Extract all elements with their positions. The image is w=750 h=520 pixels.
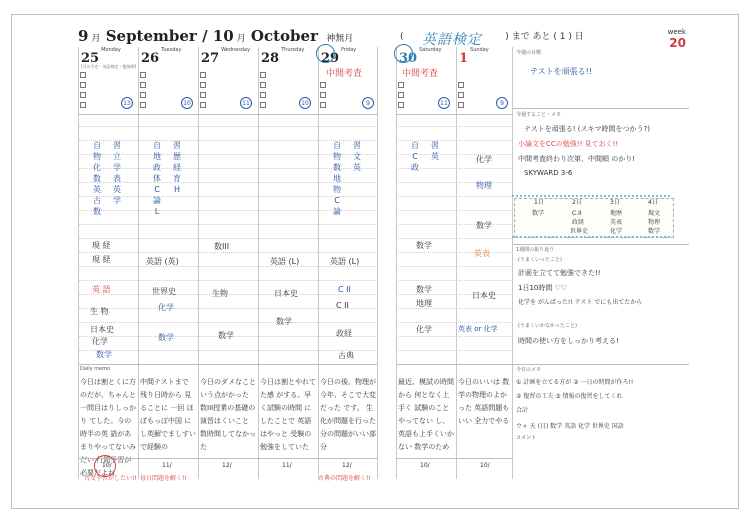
bottom-divider-right: [396, 458, 513, 459]
study-col-sat-a: 自C政: [411, 141, 419, 172]
event-sat: 中間考査: [402, 69, 439, 79]
checkbox[interactable]: [80, 82, 86, 88]
entry-wed-1: 数III: [214, 242, 230, 251]
entry-sat-7: 化学: [416, 325, 432, 334]
good-item-3: 化学を がんばった!! テスト でにも出てたから: [518, 299, 643, 306]
circle-count-thu: 10: [299, 97, 311, 109]
sched-r3-3: 化学: [610, 228, 623, 235]
bad-label: (うまくいかなかったこと): [518, 323, 577, 329]
goal-countdown: ( ) まで あと ( 1 ) 日: [400, 32, 584, 42]
checkbox[interactable]: [398, 92, 404, 98]
checkbox[interactable]: [200, 102, 206, 108]
checkbox[interactable]: [200, 92, 206, 98]
mark-fri: 12/: [342, 462, 352, 469]
day-column-sun: $1^{Sunday}$: [456, 47, 513, 479]
checkbox[interactable]: [398, 82, 404, 88]
circle-count-fri: 9: [362, 97, 374, 109]
entry-wed-2: C II: [338, 285, 351, 294]
decorative-garland-bottom: [512, 236, 670, 241]
entry-thu-1: 英語 (L): [270, 257, 300, 266]
entry-sun-1: 英表: [474, 249, 490, 258]
checkbox[interactable]: [458, 82, 464, 88]
entry-mon-6: 化学: [92, 337, 108, 346]
checkbox[interactable]: [458, 102, 464, 108]
day-column-sat: $30^{Saturday}$: [396, 47, 456, 479]
extra-item-5: コメント: [516, 435, 537, 441]
checkbox[interactable]: [140, 82, 146, 88]
study-col-tue-b: 習歴経育H: [173, 141, 181, 194]
checkbox[interactable]: [260, 92, 266, 98]
circle-count-mon: 13: [121, 97, 133, 109]
sched-day-4: 4日: [648, 199, 658, 206]
extra-item-2: ② 復習の工夫 ③ 情報の復習をしてくれ: [516, 393, 623, 400]
note-sun: 今日のいいは 数学の物理のよかった 英語問題もいい 全力でやる: [458, 378, 510, 425]
sched-r3-4: 数学: [648, 228, 661, 235]
entry-tue-2: 世界史: [152, 287, 176, 296]
checkbox[interactable]: [320, 102, 326, 108]
study-col-fri-a: 自物数地物C論: [333, 141, 341, 216]
bottom-divider: [78, 458, 378, 459]
good-item-2: 1日10時間 ♡♡: [518, 284, 568, 292]
checkbox[interactable]: [458, 92, 464, 98]
sched-r3-2: 世界史: [570, 228, 589, 235]
goal-title: 英語検定: [422, 32, 482, 48]
todo-item-1: テストを頑張る! (スキマ時間をつかう?): [524, 125, 650, 133]
entry-mon-3: 英 語: [92, 285, 111, 294]
circle-count-tue: 10: [181, 97, 193, 109]
entry-mon-2: 現 経: [92, 255, 111, 264]
extra-item-1: ① 計画を立てる方が ② 一日の時間が作ろ!!: [516, 379, 634, 386]
note-thu: 今日は割とやれてた感 がする。早く試験の時間 にしたことで 英語はやっと 受験の勉強をしていた: [260, 378, 316, 451]
note-fri: 今日の後、物理が 今年、そこで大変だった です。 生化が問題を行った 分の問題がいい部分: [320, 378, 376, 451]
entry-mon-4: 生 物: [90, 307, 109, 316]
entry-mon-7: 数学: [96, 350, 112, 359]
entry-tue-1: 英語 (英): [146, 257, 179, 266]
event-fri: 中間考査: [326, 69, 363, 79]
sched-r2-4: 物理: [648, 219, 661, 226]
sched-day-1: 1日: [534, 199, 544, 206]
extra-item-4: ウォ 天 (日) 数学 英語 化学 世界史 国語: [516, 423, 624, 430]
month-header: 9 月 September / 10 月 October 神無月: [78, 27, 354, 45]
extra-item-3: 合計: [516, 407, 529, 414]
checkbox[interactable]: [80, 72, 86, 78]
note-wed: 今日のダメなこと いう点がかった 数III授業の基礎の 演習はくいこと 数時間してなかった: [200, 378, 256, 451]
sched-r1-4: 現文: [648, 210, 661, 217]
sched-r1-1: 数学: [532, 210, 545, 217]
bad-item-1: 時間の使い方をしっかり考える!: [518, 337, 619, 345]
checkbox[interactable]: [260, 72, 266, 78]
checkbox[interactable]: [140, 92, 146, 98]
todo-item-2: 小論文をCCの勉強!! 見ておく!!: [518, 140, 619, 148]
day-column-tue: $26^{Tuesday}$: [138, 47, 198, 479]
note-sat: 最近、模試の時間から 何となく上手く 試験のことやってない し、英語も上手くいかない 数学のため: [398, 378, 454, 451]
red-note-tue: 毎日問題を解く!!: [140, 475, 187, 482]
entry-mon-1: 現 経: [92, 241, 111, 250]
checkbox[interactable]: [320, 92, 326, 98]
note-tue: 中間テストまで 残り日時から 見ることに 一回 ほぼもっぽ中国 にし英解でましすい で経験の: [140, 378, 196, 451]
entry-sat-2: 物理: [476, 181, 492, 190]
checkbox[interactable]: [80, 92, 86, 98]
day-column-wed: $27^{Wednesday}$: [198, 47, 258, 479]
sched-r2-2: 政経: [572, 219, 585, 226]
entry-wed-4: 数学: [218, 331, 234, 340]
circle-count-sun: 9: [496, 97, 508, 109]
sched-day-2: 2日: [572, 199, 582, 206]
checkbox[interactable]: [398, 102, 404, 108]
mark-sun: 10/: [480, 462, 490, 469]
red-note-mon: 古文予習がしたい!!: [84, 475, 137, 482]
checkbox[interactable]: [140, 102, 146, 108]
sched-day-3: 3日: [610, 199, 620, 206]
highlight-circle-29: [316, 44, 335, 63]
entry-sat-1: 化学: [476, 155, 492, 164]
red-circle-mark: [94, 455, 116, 477]
entry-sat-5: 数学: [416, 285, 432, 294]
sched-r1-3: 地歴: [610, 210, 623, 217]
entry-sun-3: 英表 or 化学: [458, 325, 498, 333]
day-column-fri: $29^{Friday}$: [318, 47, 378, 479]
entry-fri-3: 政経: [336, 329, 352, 338]
entry-mon-5: 日本史: [90, 325, 114, 334]
mark-mon: 10/: [102, 462, 112, 469]
checkbox[interactable]: [260, 102, 266, 108]
notes-label: Daily memo: [80, 366, 111, 372]
study-col-tue-a: 自地政体C論L: [153, 141, 161, 216]
entry-wed-3: 生物: [212, 289, 228, 298]
sched-r1-2: C.II: [572, 210, 582, 217]
note-mon: 今日は割とくに方 のだが、ちゃんと 一問目はりしっかり てした。今の時半の英 語があまりやってないみだい 行間予習が必要だよね: [80, 378, 136, 477]
checkbox[interactable]: [140, 72, 146, 78]
day-column-thu: $28^{Thursday}$: [258, 47, 318, 479]
entry-fri-4: 古典: [338, 351, 354, 360]
week-goal-text: テストを頑張る!!: [530, 67, 593, 76]
sched-r2-3: 英表: [610, 219, 623, 226]
study-col-sat-b: 習英: [431, 141, 439, 161]
todo-item-4: SKYWARD 3-6: [524, 169, 573, 177]
checkbox[interactable]: [200, 72, 206, 78]
checkbox[interactable]: [320, 82, 326, 88]
circle-count-wed: 11: [240, 97, 252, 109]
checkbox[interactable]: [200, 82, 206, 88]
mark-thu: 11/: [282, 462, 292, 469]
entry-fri-2: C II: [336, 301, 349, 310]
entry-thu-2: 日本史: [274, 289, 298, 298]
entry-sat-6: 地理: [416, 299, 432, 308]
study-col-fri-b: 習文英: [353, 141, 361, 172]
extra-label: 今日のメモ: [516, 367, 542, 373]
review-label: 1週間の振り返り: [516, 247, 555, 253]
study-col-mon-a: 自物化数英古数: [93, 141, 101, 216]
week-goal-label: 今週の目標: [516, 50, 542, 56]
checkbox[interactable]: [80, 102, 86, 108]
circle-count-sat: 11: [438, 97, 450, 109]
mark-sat: 10/: [420, 462, 430, 469]
entry-sat-4: 数学: [416, 241, 432, 250]
entry-sun-2: 日本史: [472, 291, 496, 300]
good-item-1: 計画を立てて勉強できた!!: [518, 269, 601, 277]
todo-label: 今週すること・メモ: [516, 112, 562, 118]
mark-wed: 12/: [222, 462, 232, 469]
entry-tue-4: 数学: [158, 333, 174, 342]
todo-item-3: 中間考査終わり次第、中間順 のかり!: [518, 155, 636, 163]
highlight-circle-30: [394, 44, 413, 63]
mark-tue: 11/: [162, 462, 172, 469]
entry-fri-1: 英語 (L): [330, 257, 360, 266]
entry-thu-3: 数学: [276, 317, 292, 326]
checkbox[interactable]: [260, 82, 266, 88]
red-note-fri: 古典の問題を解く!!: [318, 475, 371, 482]
day-column-mon: $25^{Monday}$ [月の予定・英語検定・勉強期]: [78, 47, 138, 479]
good-label: (うまくいったこと): [518, 257, 562, 263]
week-number: week 20: [667, 28, 686, 50]
entry-tue-3: 化学: [158, 303, 174, 312]
study-col-mon-b: 習立学表英学: [113, 141, 121, 205]
entry-sat-3: 数学: [476, 221, 492, 230]
